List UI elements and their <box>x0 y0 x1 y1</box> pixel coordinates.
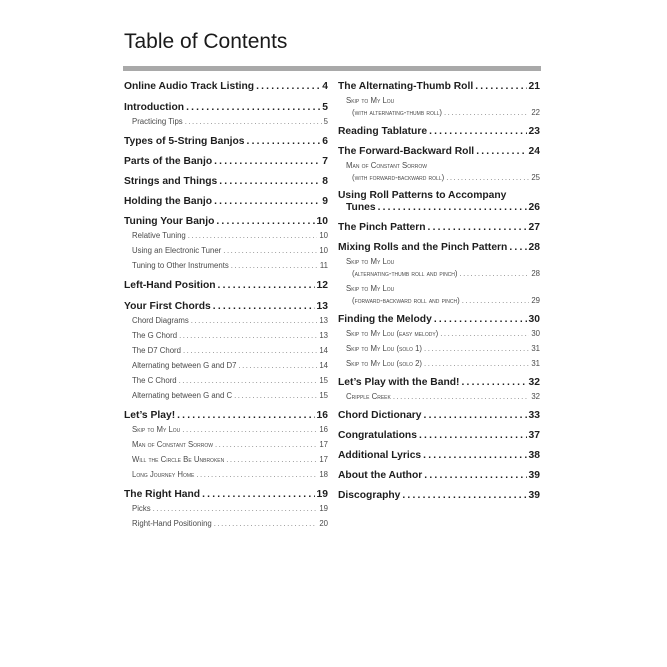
toc-subentry[interactable] <box>124 376 328 386</box>
toc-subentry-title: Skip to My Lou <box>132 425 181 434</box>
dot-leader <box>402 489 526 502</box>
page-number: 8 <box>322 176 328 187</box>
dot-leader <box>185 117 322 127</box>
page-number: 5 <box>322 102 328 113</box>
toc-subentry[interactable] <box>124 261 328 271</box>
dot-leader <box>461 376 526 389</box>
toc-subentry-title: (with alternating-thumb roll) <box>352 108 442 117</box>
dot-leader <box>393 392 529 402</box>
toc-subentry-title: Long Journey Home <box>132 470 195 479</box>
dot-leader <box>153 504 318 514</box>
toc-entry-title: Holding the Banjo <box>124 196 213 207</box>
toc-subentry[interactable] <box>338 296 540 306</box>
page-number: 6 <box>322 136 328 147</box>
toc-entry[interactable] <box>338 190 540 214</box>
toc-entry[interactable] <box>124 409 328 422</box>
toc-subentry-title: Alternating between G and D7 <box>132 361 237 370</box>
dot-leader <box>223 246 317 256</box>
toc-entry[interactable] <box>124 175 328 188</box>
toc-subentry[interactable] <box>124 455 328 465</box>
toc-subentry-title: Man of Constant Sorrow <box>346 161 427 170</box>
toc-subentry[interactable] <box>124 231 328 241</box>
page-number: 39 <box>528 470 540 481</box>
page-number: 25 <box>531 173 540 182</box>
page-number: 15 <box>319 376 328 385</box>
dot-leader <box>191 316 318 326</box>
page-number: 22 <box>531 108 540 117</box>
page-number: 31 <box>531 344 540 353</box>
page-number: 10 <box>319 231 328 240</box>
toc-entry-title: Mixing Rolls and the Pinch Pattern <box>338 242 508 253</box>
dot-leader <box>424 359 529 369</box>
page-number: 19 <box>319 504 328 513</box>
toc-entry[interactable] <box>124 279 328 292</box>
page-number: 17 <box>319 440 328 449</box>
page-number: 12 <box>316 280 328 291</box>
toc-subentry[interactable] <box>124 440 328 450</box>
dot-leader <box>424 409 527 422</box>
page-number: 38 <box>528 450 540 461</box>
dot-leader <box>424 469 526 482</box>
toc-entry[interactable] <box>338 469 540 482</box>
toc-entry[interactable] <box>338 145 540 158</box>
page-number: 16 <box>316 410 328 421</box>
dot-leader <box>177 409 314 422</box>
toc-subentry[interactable] <box>124 361 328 371</box>
dot-leader <box>476 145 526 158</box>
dot-leader <box>216 215 314 228</box>
dot-leader <box>214 195 320 208</box>
toc-subentry-title: The D7 Chord <box>132 346 181 355</box>
toc-entry-title-line2 <box>338 202 540 214</box>
dot-leader <box>378 202 527 214</box>
page-number: 30 <box>531 329 540 338</box>
dot-leader <box>218 279 315 292</box>
toc-subentry[interactable] <box>338 108 540 118</box>
page-number: 37 <box>528 430 540 441</box>
page-number: 20 <box>319 519 328 528</box>
dot-leader <box>186 101 320 114</box>
dot-leader <box>424 344 529 354</box>
page-number: 30 <box>528 314 540 325</box>
dot-leader <box>226 455 317 465</box>
toc-subentry-title: (alternating-thumb roll and pinch) <box>352 269 458 278</box>
toc-entry-title-cont: Tunes <box>346 202 376 213</box>
toc-subentry-title: Skip to My Lou (solo 1) <box>346 344 423 353</box>
page-number: 19 <box>316 489 328 500</box>
dot-leader <box>429 125 526 138</box>
page-number: 33 <box>528 410 540 421</box>
toc-entry-title: Using Roll Patterns to Accompany <box>338 190 507 201</box>
toc-subentry[interactable] <box>338 284 540 294</box>
toc-subentry[interactable] <box>338 344 540 354</box>
toc-entry[interactable] <box>338 313 540 326</box>
toc-subentry[interactable] <box>124 246 328 256</box>
toc-subentry[interactable] <box>124 470 328 480</box>
toc-subentry[interactable] <box>338 269 540 279</box>
toc-entry[interactable] <box>338 489 540 502</box>
page-number: 7 <box>322 156 328 167</box>
toc-subentry-title: Skip to My Lou (solo 2) <box>346 359 423 368</box>
toc-entry-title: Chord Dictionary <box>338 410 422 421</box>
toc-subentry[interactable] <box>124 504 328 514</box>
page-number: 23 <box>528 126 540 137</box>
dot-leader <box>202 488 314 501</box>
toc-subentry-title: Right-Hand Positioning <box>132 519 212 528</box>
toc-entry-title: Additional Lyrics <box>338 450 422 461</box>
toc-subentry-title: Alternating between G and C <box>132 391 233 400</box>
page-number: 28 <box>531 269 540 278</box>
dot-leader <box>446 173 529 183</box>
dot-leader <box>179 376 318 386</box>
toc-subentry[interactable] <box>124 331 328 341</box>
toc-entry-title: Types of 5-String Banjos <box>124 136 245 147</box>
dot-leader <box>179 331 317 341</box>
toc-subentry-title: Picks <box>132 504 151 513</box>
toc-entry-title: Discography <box>338 490 401 501</box>
dot-leader <box>434 313 527 326</box>
dot-leader <box>188 231 318 241</box>
toc-subentry-title: Cripple Creek <box>346 392 391 401</box>
toc-entry-title: Your First Chords <box>124 301 211 312</box>
toc-subentry-title: Skip to My Lou <box>346 284 395 293</box>
toc-entry[interactable] <box>338 409 540 422</box>
toc-entry-title: About the Author <box>338 470 423 481</box>
toc-subentry[interactable] <box>338 96 540 106</box>
dot-leader <box>214 155 320 168</box>
toc-entry-title: The Pinch Pattern <box>338 222 426 233</box>
toc-entry-title: Reading Tablature <box>338 126 428 137</box>
toc-subentry-title: Chord Diagrams <box>132 316 189 325</box>
page-number: 13 <box>316 301 328 312</box>
toc-subentry[interactable] <box>124 117 328 127</box>
page-number: 28 <box>528 242 540 253</box>
toc-subentry[interactable] <box>124 346 328 356</box>
page-number: 32 <box>528 377 540 388</box>
page-number: 18 <box>319 470 328 479</box>
page-number: 39 <box>528 490 540 501</box>
dot-leader <box>238 361 317 371</box>
toc-subentry-title: The G Chord <box>132 331 178 340</box>
toc-entry-title: Left-Hand Position <box>124 280 216 291</box>
toc-entry[interactable] <box>338 241 540 254</box>
page-number: 5 <box>323 117 328 126</box>
dot-leader <box>423 449 526 462</box>
toc-entry-title: Tuning Your Banjo <box>124 216 215 227</box>
toc-subentry[interactable] <box>338 161 540 171</box>
toc-entry[interactable] <box>124 101 328 114</box>
toc-subentry-title: Skip to My Lou (easy melody) <box>346 329 439 338</box>
toc-subentry-title: Skip to My Lou <box>346 257 395 266</box>
toc-entry[interactable] <box>124 80 328 93</box>
dot-leader <box>196 470 317 480</box>
toc-entry[interactable] <box>124 195 328 208</box>
dot-leader <box>234 391 317 401</box>
dot-leader <box>460 269 530 279</box>
page-number: 13 <box>319 331 328 340</box>
toc-subentry-title: Practicing Tips <box>132 117 183 126</box>
page-number: 26 <box>528 202 540 213</box>
page-number: 13 <box>319 316 328 325</box>
page-number: 10 <box>316 216 328 227</box>
page-number: 32 <box>531 392 540 401</box>
page-number: 4 <box>322 81 328 92</box>
page-number: 24 <box>528 146 540 157</box>
toc-entry[interactable] <box>338 376 540 389</box>
page-number: 29 <box>531 296 540 305</box>
toc-entry[interactable] <box>124 135 328 148</box>
toc-subentry[interactable] <box>338 257 540 267</box>
toc-left-column <box>124 80 328 529</box>
toc-entry[interactable] <box>338 221 540 234</box>
page-number: 17 <box>319 455 328 464</box>
toc-entry-title: The Forward-Backward Roll <box>338 146 475 157</box>
toc-entry[interactable] <box>338 449 540 462</box>
toc-entry[interactable] <box>124 488 328 501</box>
toc-subentry[interactable] <box>124 425 328 435</box>
toc-subentry-title: Relative Tuning <box>132 231 186 240</box>
toc-entry-title: Finding the Melody <box>338 314 432 325</box>
toc-entry-title: Strings and Things <box>124 176 218 187</box>
dot-leader <box>509 241 526 254</box>
toc-entry-title: Introduction <box>124 102 185 113</box>
dot-leader <box>462 296 530 306</box>
toc-entry-title: The Right Hand <box>124 489 201 500</box>
toc-entry[interactable] <box>124 300 328 313</box>
page-number: 31 <box>531 359 540 368</box>
toc-entry-title: Online Audio Track Listing <box>124 81 255 92</box>
dot-leader <box>213 300 315 313</box>
dot-leader <box>231 261 318 271</box>
toc-entry-title: The Alternating-Thumb Roll <box>338 81 474 92</box>
dot-leader <box>182 425 317 435</box>
page-number: 14 <box>319 361 328 370</box>
dot-leader <box>183 346 317 356</box>
dot-leader <box>256 80 320 93</box>
dot-leader <box>214 519 318 529</box>
dot-leader <box>475 80 526 93</box>
page-number: 11 <box>319 261 328 270</box>
toc-subentry-title: Skip to My Lou <box>346 96 395 105</box>
toc-subentry[interactable] <box>124 316 328 326</box>
page-number: 27 <box>528 222 540 233</box>
page-number: 14 <box>319 346 328 355</box>
page-number: 21 <box>528 81 540 92</box>
toc-right-column <box>338 80 540 502</box>
toc-subentry[interactable] <box>124 391 328 401</box>
toc-entry-title: Congratulations <box>338 430 417 441</box>
toc-subentry-title: (with forward-backward roll) <box>352 173 445 182</box>
toc-subentry-title: Using an Electronic Tuner <box>132 246 222 255</box>
toc-subentry[interactable] <box>338 359 540 369</box>
toc-subentry-title: Man of Constant Sorrow <box>132 440 213 449</box>
page-number: 15 <box>319 391 328 400</box>
dot-leader <box>428 221 527 234</box>
dot-leader <box>215 440 317 450</box>
dot-leader <box>444 108 529 118</box>
toc-entry-title: Let’s Play! <box>124 410 176 421</box>
toc-entry[interactable] <box>338 80 540 93</box>
toc-subentry-title: Will the Circle Be Unbroken <box>132 455 225 464</box>
dot-leader <box>247 135 321 148</box>
toc-entry[interactable] <box>338 125 540 138</box>
dot-leader <box>419 429 527 442</box>
toc-subentry[interactable] <box>338 329 540 339</box>
toc-subentry-title: (forward-backward roll and pinch) <box>352 296 460 305</box>
toc-entry[interactable] <box>124 155 328 168</box>
toc-subentry[interactable] <box>338 173 540 183</box>
toc-entry-title: Let’s Play with the Band! <box>338 377 460 388</box>
toc-subentry[interactable] <box>124 519 328 529</box>
toc-subentry-title: Tuning to Other Instruments <box>132 261 229 270</box>
page-number: 16 <box>319 425 328 434</box>
toc-subentry[interactable] <box>338 392 540 402</box>
page-number: 9 <box>322 196 328 207</box>
page-title: Table of Contents <box>124 30 288 53</box>
title-rule <box>123 66 541 71</box>
toc-entry[interactable] <box>124 215 328 228</box>
dot-leader <box>440 329 529 339</box>
toc-entry[interactable] <box>338 429 540 442</box>
toc-entry-title: Parts of the Banjo <box>124 156 213 167</box>
dot-leader <box>219 175 320 188</box>
toc-subentry-title: The C Chord <box>132 376 177 385</box>
page-number: 10 <box>319 246 328 255</box>
